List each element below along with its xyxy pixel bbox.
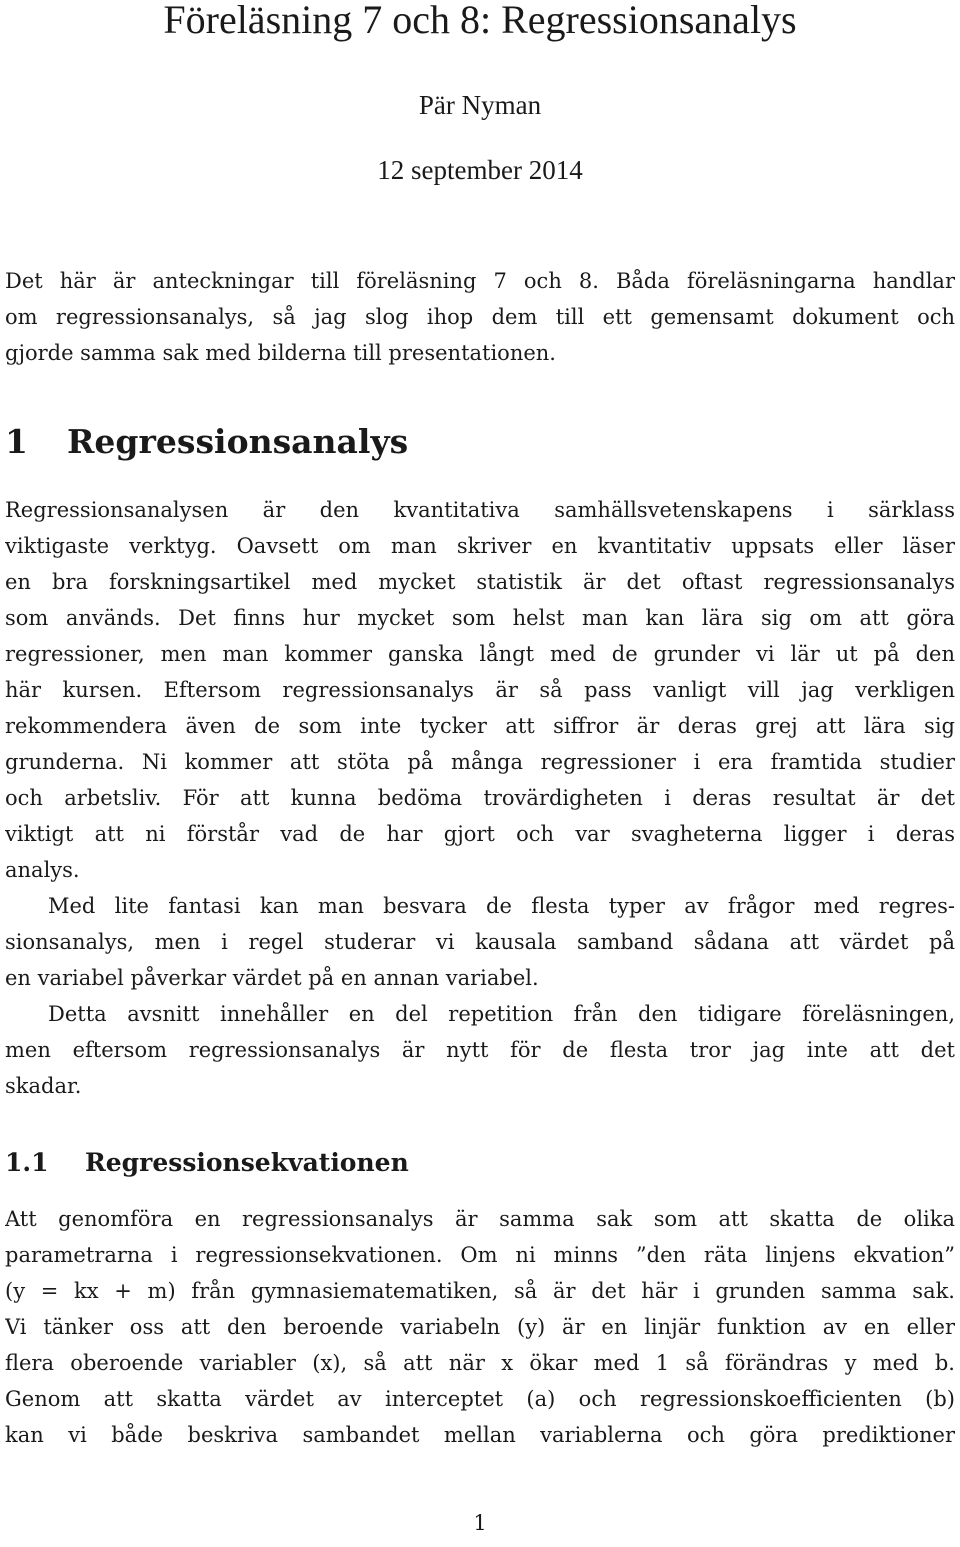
paragraph-line: skadar. bbox=[5, 1074, 82, 1098]
paragraph-line: grunderna. Ni kommer att stöta på många regressioner i era framtida studier bbox=[5, 750, 955, 774]
section-number: 1 bbox=[5, 422, 28, 461]
intro-line: om regressionsanalys, så jag slog ihop dem till ett gemensamt dokument och bbox=[5, 305, 955, 329]
paragraph-line: analys. bbox=[5, 858, 80, 882]
paragraph-line: en bra forskningsartikel med mycket statistik är det oftast regressionsanalys bbox=[5, 570, 955, 594]
paragraph-line: här kursen. Eftersom regressionsanalys är så pass vanligt vill jag verkligen bbox=[5, 678, 955, 702]
paragraph-line: parametrarna i regressionsekvationen. Om ni minns ”den räta linjens ekvation” bbox=[5, 1243, 955, 1267]
paragraph-line: regressioner, men man kommer ganska långt med de grunder vi lär ut på den bbox=[5, 642, 955, 666]
paragraph-line: Med lite fantasi kan man besvara de flesta typer av frågor med regres- bbox=[48, 894, 955, 918]
paragraph-line: sionsanalys, men i regel studerar vi kausala samband sådana att värdet på bbox=[5, 930, 955, 954]
paragraph-line: en variabel påverkar värdet på en annan variabel. bbox=[5, 966, 539, 990]
paragraph-line: som används. Det finns hur mycket som helst man kan lära sig om att göra bbox=[5, 606, 955, 630]
subsection-title: Regressionsekvationen bbox=[85, 1148, 409, 1177]
paragraph-line: Vi tänker oss att den beroende variabeln (y) är en linjär funktion av en eller bbox=[5, 1315, 955, 1339]
paragraph-line: (y = kx + m) från gymnasiematematiken, så är det här i grunden samma sak. bbox=[5, 1279, 955, 1303]
paragraph-line: kan vi både beskriva sambandet mellan variablerna och göra prediktioner bbox=[5, 1423, 955, 1447]
subsection-number: 1.1 bbox=[5, 1148, 49, 1177]
paragraph-line: rekommendera även de som inte tycker att siffror är deras grej att lära sig bbox=[5, 714, 955, 738]
document-title: Föreläsning 7 och 8: Regressionsanalys bbox=[163, 0, 797, 42]
section-title: Regressionsanalys bbox=[67, 422, 409, 461]
paragraph-line: viktigt att ni förstår vad de har gjort och var svagheterna ligger i deras bbox=[5, 822, 955, 846]
author: Pär Nyman bbox=[418, 90, 542, 120]
paragraph-line: viktigaste verktyg. Oavsett om man skriver en kvantitativ uppsats eller läser bbox=[5, 534, 955, 558]
paragraph-line: Genom att skatta värdet av interceptet (a) och regressionskoefficienten (b) bbox=[5, 1387, 955, 1411]
paragraph-line: och arbetsliv. För att kunna bedöma trovärdigheten i deras resultat är det bbox=[5, 786, 955, 810]
paragraph-line: Detta avsnitt innehåller en del repetition från den tidigare föreläsningen, bbox=[48, 1002, 955, 1026]
intro-line: Det här är anteckningar till föreläsning 7 och 8. Båda föreläsningarna handlar bbox=[5, 269, 955, 293]
page-number: 1 bbox=[473, 1511, 487, 1535]
date: 12 september 2014 bbox=[377, 155, 583, 185]
intro-line: gjorde samma sak med bilderna till presentationen. bbox=[5, 341, 556, 365]
paragraph-line: Regressionsanalysen är den kvantitativa samhällsvetenskapens i särklass bbox=[5, 498, 955, 522]
section-heading bbox=[5, 420, 408, 464]
paragraph-line: Att genomföra en regressionsanalys är samma sak som att skatta de olika bbox=[5, 1207, 955, 1231]
paragraph-line: men eftersom regressionsanalys är nytt för de flesta tror jag inte att det bbox=[5, 1038, 955, 1062]
subsection-heading bbox=[5, 1143, 409, 1183]
paragraph-line: flera oberoende variabler (x), så att när x ökar med 1 så förändras y med b. bbox=[5, 1351, 955, 1375]
